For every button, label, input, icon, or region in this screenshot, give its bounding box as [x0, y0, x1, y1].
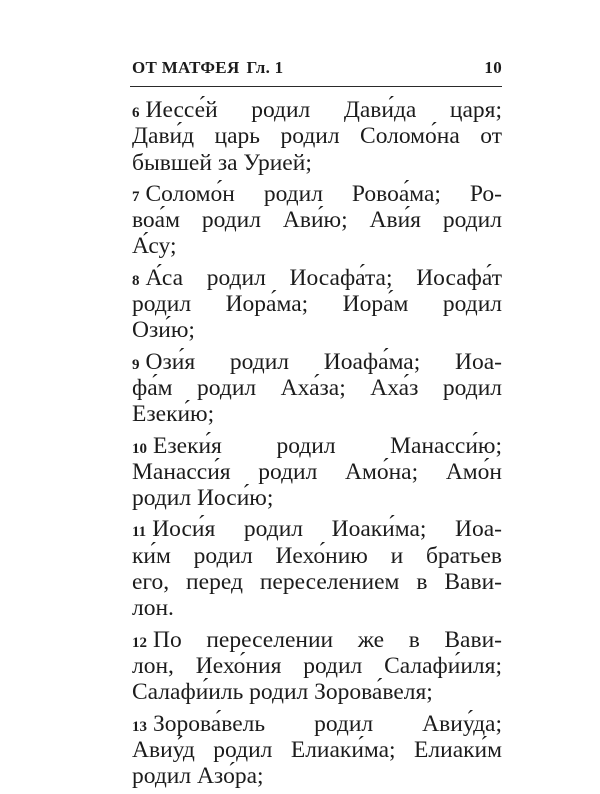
- verse-text: лон.: [132, 595, 174, 622]
- verse-text: лон, Иехо́ния родил Салафи́иля;: [132, 652, 502, 679]
- verse-line: [132, 233, 502, 259]
- verse-number: 9: [132, 356, 140, 373]
- verse-line: [132, 595, 502, 621]
- verse: [132, 516, 502, 621]
- verse-line: [132, 150, 502, 176]
- verse-line: [132, 207, 502, 233]
- verse-number: 10: [132, 440, 147, 457]
- verse-text: фа́м родил Аха́за; Аха́з родил: [132, 374, 502, 401]
- verse-number: 13: [132, 718, 147, 735]
- header-title: [132, 58, 283, 78]
- verse-text: По переселении же в Вави-: [153, 626, 502, 653]
- verse-number: 11: [132, 524, 147, 541]
- verse-line: [132, 516, 502, 542]
- verse-line: [132, 653, 502, 679]
- verse-line: [132, 349, 502, 375]
- header-divider: [130, 86, 502, 87]
- verse: [132, 265, 502, 344]
- page-number: 10: [484, 58, 502, 77]
- verse-text: Салафи́иль родил Зорова́веля;: [132, 679, 433, 706]
- verse-text: Манасси́я родил Амо́на; Амо́н: [132, 458, 502, 485]
- verse-line: [132, 485, 502, 511]
- verse: [132, 627, 502, 706]
- verse-text: его, перед переселением в Вави-: [132, 569, 502, 596]
- verse-line: [132, 569, 502, 595]
- verse-line: [132, 375, 502, 401]
- verse-line: [132, 763, 502, 789]
- verse: [132, 349, 502, 428]
- verse-line: [132, 543, 502, 569]
- verse-text: Иессе́й родил Дави́да царя;: [145, 97, 502, 123]
- verse-text: Соломо́н родил Ровоа́ма; Ро-: [145, 180, 502, 207]
- verse-number: 8: [132, 272, 140, 289]
- verse-line: [132, 627, 502, 653]
- verse-text: ки́м родил Иехо́нию и братьев: [132, 542, 502, 569]
- verse-number: 12: [132, 634, 147, 651]
- verse-line: [132, 401, 502, 427]
- verse-line: [132, 459, 502, 485]
- verse-line: [132, 123, 502, 149]
- book-title: ОТ МАТФЕЯ: [132, 58, 240, 77]
- verse-line: [132, 711, 502, 737]
- verse-text: А́са родил Иосафа́та; Иосафа́т: [145, 264, 502, 291]
- verse-number: 7: [132, 188, 140, 205]
- scripture-text: [132, 97, 502, 794]
- verse-line: [132, 265, 502, 291]
- verse-text: Авиу́д родил Елиаки́ма; Елиаки́м: [132, 736, 502, 763]
- verse-text: А́су;: [132, 233, 177, 260]
- verse-text: родил Иора́ма; Иора́м родил: [132, 291, 502, 318]
- verse-line: [132, 291, 502, 317]
- verse-text: Зорова́вель родил Авиу́да;: [153, 710, 502, 737]
- verse-line: [132, 97, 502, 123]
- verse-text: Иоси́я родил Иоаки́ма; Иоа-: [152, 516, 502, 543]
- verse-text: родил Иоси́ю;: [132, 485, 274, 512]
- verse-line: [132, 181, 502, 207]
- verse-line: [132, 317, 502, 343]
- verse-text: Езеки́ю;: [132, 401, 215, 428]
- verse-text: воа́м родил Ави́ю; Ави́я родил: [132, 207, 502, 234]
- chapter-label: Гл. 1: [246, 58, 284, 77]
- verse: [132, 433, 502, 512]
- verse-number: 6: [132, 105, 140, 121]
- verse-text: Ози́я родил Иоафа́ма; Иоа-: [145, 348, 502, 375]
- verse: [132, 181, 502, 260]
- verse-text: бывшей за Урией;: [132, 149, 312, 176]
- verse: [132, 97, 502, 176]
- running-header: [132, 58, 502, 86]
- verse-text: Ози́ю;: [132, 317, 195, 344]
- verse-line: [132, 433, 502, 459]
- verse-text: родил Азо́ра;: [132, 763, 264, 790]
- verse-text: Езеки́я родил Манасси́ю;: [153, 432, 502, 459]
- verse-line: [132, 679, 502, 705]
- verse-text: Дави́д царь родил Соломо́на от: [132, 123, 502, 150]
